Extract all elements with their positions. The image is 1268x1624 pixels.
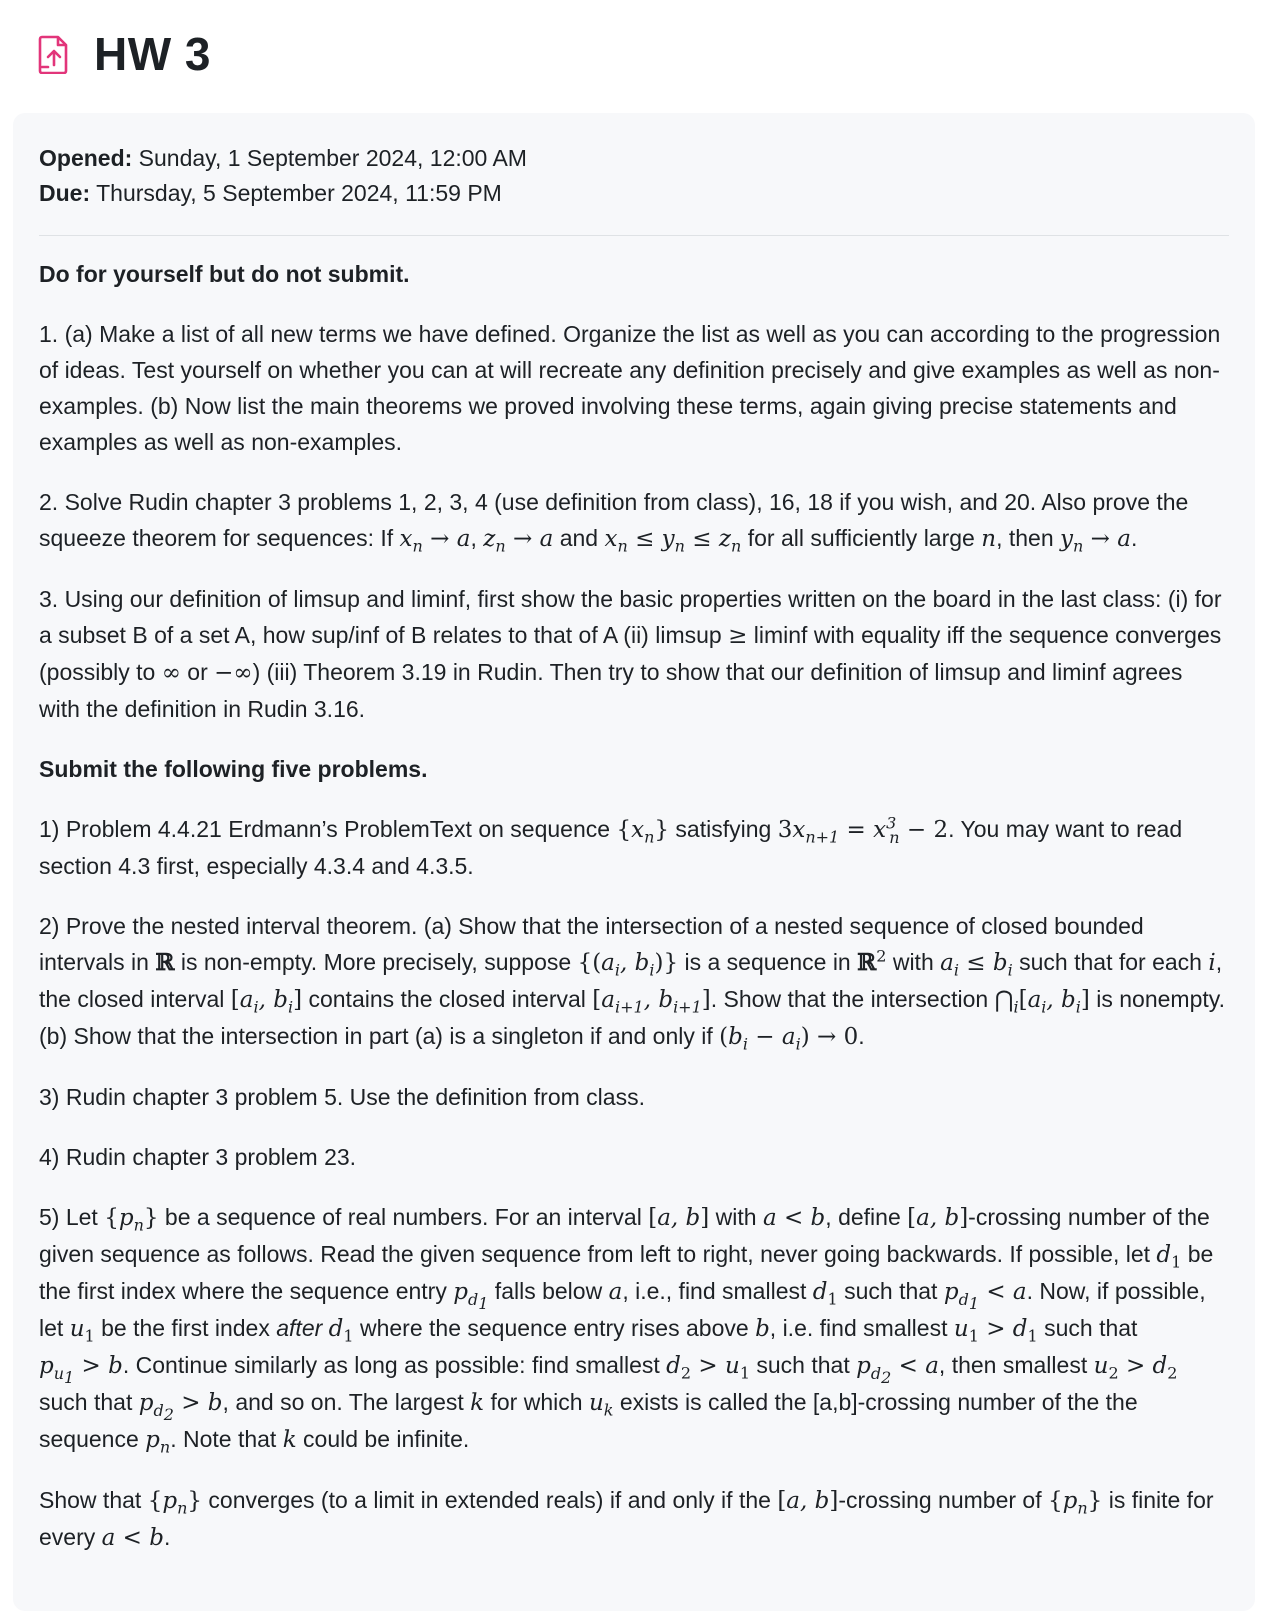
assignment-dates	[39, 141, 1229, 211]
due-date	[39, 176, 1229, 211]
problem-5-statement: Show that $\{p_n\}$ converges (to a limit in extended reals) if and only if the [a, b]-crossing number of $\{p_n\}$ is finite for every a < b.	[39, 1487, 1214, 1551]
section-heading-submit: Submit the following five problems.	[39, 756, 428, 782]
divider	[39, 235, 1229, 236]
section-heading-do-not-submit: Do for yourself but do not submit.	[39, 261, 410, 287]
page-title: HW 3	[94, 28, 211, 80]
opened-date	[39, 141, 1229, 176]
due-value: Thursday, 5 September 2024, 11:59 PM	[96, 180, 502, 206]
problem-3: 3) Rudin chapter 3 problem 5. Use the definition from class.	[39, 1084, 645, 1110]
page-header	[38, 24, 211, 84]
opened-label: Opened:	[39, 145, 133, 171]
exercise-2: 2. Solve Rudin chapter 3 problems 1, 2, 3, 4 (use definition from class), 16, 18 if you wish, and 20. Also prove the squeeze theorem for sequences: If $x_n \to a$, $z_n \to a$ and $x_n \le y_n \le z_n$ for all sufficiently large n, then $y_n \to a$.	[39, 489, 1189, 556]
problem-2: 2) Prove the nested interval theorem. (a) Show that the intersection of a nested sequence of closed bounded intervals in ℝ is non-empty. More precisely, suppose {($a_i$, $b_i$)} is a sequence in ℝ$^2$ with $a_i \le b_i$ such that for each i, the closed interval [$a_i$, $b_i$] contains the closed interval [$a_{i+1}$, $b_{i+1}$]. Show that the intersection $⋂_i[a_i$, $b_i$] is nonempty. (b) Show that the intersection in part (a) is a singleton if and only if $(b_i - a_i) \to 0$.	[39, 913, 1225, 1054]
due-label: Due:	[39, 180, 91, 206]
file-upload-icon	[38, 33, 72, 75]
exercise-3: 3. Using our definition of limsup and liminf, first show the basic properties written on the board in the last class: (i) for a subset B of a set A, how sup/inf of B relates to that of A (ii) limsup ≥ liminf with equality iff the sequence converges (possibly to ∞ or −∞) (iii) Theorem 3.19 in Rudin. Then try to show that our definition of limsup and liminf agrees with the definition in Rudin 3.16.	[39, 586, 1222, 722]
assignment-card	[13, 113, 1255, 1611]
problem-5: 5) Let $\{p_n\}$ be a sequence of real numbers. For an interval [a, b] with a < b, define [a, b]-crossing number of the given sequence as follows. Read the given sequence from left to right, never going backwards. If possible, let $d_1$ be the first index where the sequence entry $p_{d_1}$ falls below a, i.e., find smallest $d_1$ such that $p_{d_1} < a$. Now, if possible, let $u_1$ be the first index after $d_1$ where the sequence entry rises above b, i.e. find smallest $u_1 > d_1$ such that $p_{u_1} > b$. Continue similarly as long as possible: find smallest $d_2 > u_1$ such that $p_{d_2} < a$, then smallest $u_2 > d_2$ such that $p_{d_2} > b$, and so on. The largest k for which $u_k$ exists is called the [a,b]-crossing number of the the sequence $p_n$. Note that k could be infinite.	[39, 1204, 1214, 1457]
exercise-1: 1. (a) Make a list of all new terms we have defined. Organize the list as well as you can according to the progression of ideas. Test yourself on whether you can at will recreate any definition precisely and give examples as well as non-examples. (b) Now list the main theorems we proved involving these terms, again giving precise statements and examples as well as non-examples.	[39, 321, 1221, 455]
problem-1: 1) Problem 4.4.21 Erdmann’s ProblemText on sequence $\{x_n\}$ satisfying $3x_{n+1} = x^3_n - 2$. You may want to read section 4.3 first, especially 4.3.4 and 4.3.5.	[39, 813, 1183, 879]
problem-4: 4) Rudin chapter 3 problem 23.	[39, 1144, 357, 1170]
assignment-description	[39, 256, 1229, 1556]
opened-value: Sunday, 1 September 2024, 12:00 AM	[138, 145, 527, 171]
